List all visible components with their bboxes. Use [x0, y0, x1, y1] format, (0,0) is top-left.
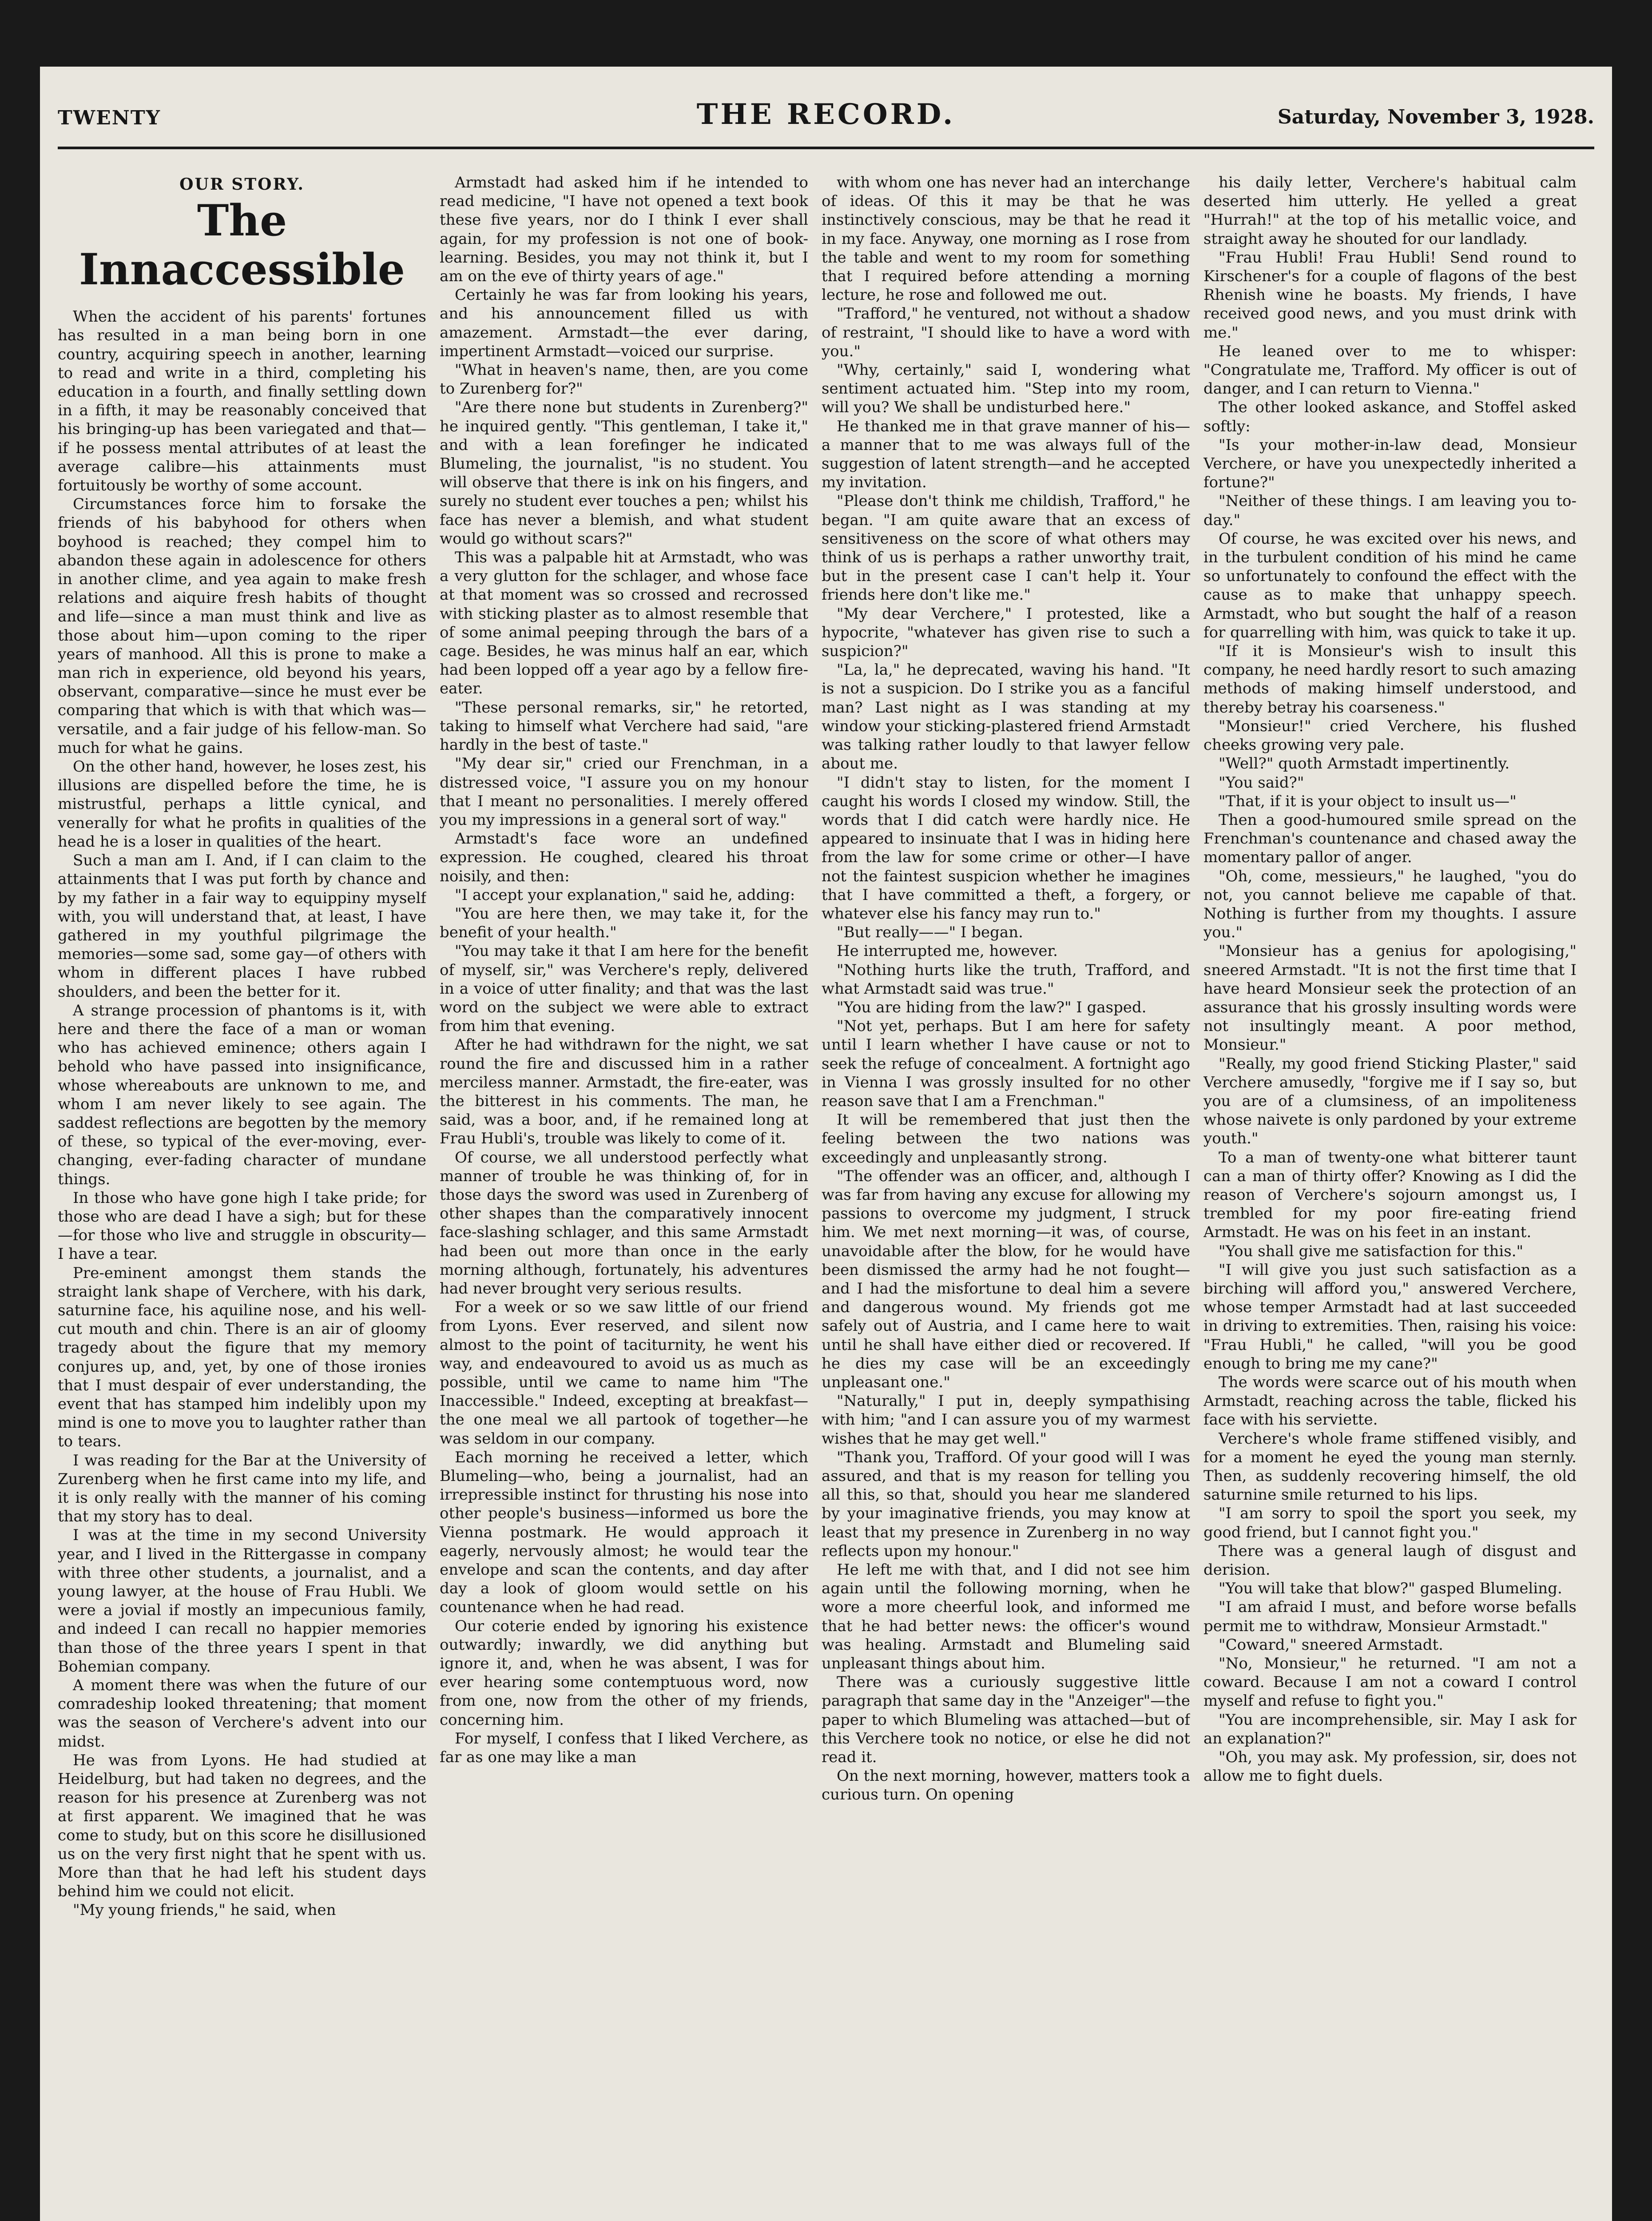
story-paragraph: with whom one has never had an interchange of ideas. Of this it may be that he was instinctively conscious, may be that he read it in my face. Anyway, one morning as I rose from the table and went to my room for something that I required before attending a morning lecture, he rose and followed me out.: [822, 174, 1190, 304]
issue-date: Saturday, November 3, 1928.: [1277, 106, 1594, 128]
newspaper-title: THE RECORD.: [696, 98, 956, 131]
story-paragraph: On the next morning, however, matters took a curious turn. On opening: [822, 1767, 1190, 1804]
story-paragraph: "You will take that blow?" gasped Blumeling.: [1219, 1580, 1562, 1598]
story-paragraph: "Coward," sneered Armstadt.: [1219, 1636, 1443, 1654]
story-paragraph: A moment there was when the future of our comradeship looked threatening; that moment was the season of Verchere's advent into our midst.: [58, 1676, 426, 1751]
story-paragraph: "Monsieur has a genius for apologising," sneered Armstadt. "It is not the first time that I have heard Monsieur seek the protection of an assurance that his grossly insulting words were not insultingly meant. A poor method, Monsieur.": [1203, 942, 1577, 1054]
story-paragraph: I was reading for the Bar at the University of Zurenberg when he first came into my life, and it is only really with the manner of his coming that my story has to deal.: [58, 1451, 426, 1526]
story-paragraph: "Not yet, perhaps. But I am here for safety until I learn whether I have cause or not to seek the refuge of concealment. A fortnight ago in Vienna I was grossly insulted for no other reason save that I am a Frenchman.": [822, 1017, 1190, 1110]
page-header: [58, 98, 1594, 149]
story-paragraph: A strange procession of phantoms is it, with here and there the face of a man or woman who has achieved eminence; others again I behold who have passed into insignificance, whose whereabouts are unknown to me, and whom I am never likely to see again. The saddest reflections are begotten by the memory of these, so typical of the ever-moving, ever-changing, ever-fading character of mundane things.: [58, 1001, 426, 1188]
story-paragraph: "I will give you just such satisfaction as a birching will afford you," answered Verchere, whose temper Armstadt had at last succeeded in driving to extremities. Then, raising his voice: "Frau Hubli," he called, "will you be good enough to bring me my cane?": [1203, 1261, 1577, 1373]
story-paragraph: Each morning he received a letter, which Blumeling—who, being a journalist, had an irrepressible instinct for thrusting his nose into other people's business—informed us bore the Vienna postmark. He would approach it eagerly, nervously almost; he would tear the envelope and scan the contents, and day after day a look of gloom would settle on his countenance when he had read.: [440, 1448, 808, 1616]
newspaper-page: [40, 67, 1612, 2221]
story-paragraph: He leaned over to me to whisper: "Congratulate me, Trafford. My officer is out of danger, and I can return to Vienna.": [1203, 342, 1577, 398]
story-paragraph: There was a general laugh of disgust and derision.: [1203, 1542, 1577, 1579]
story-paragraph: "What in heaven's name, then, are you come to Zurenberg for?": [440, 361, 808, 398]
story-paragraph: Of course, we all understood perfectly what manner of trouble he was thinking of, for in those days the sword was used in Zurenberg of other shapes than the comparatively innocent face-slashing schlager, and this same Armstadt had been out more than once in the early morning although, fortunately, his adventures had never brought very serious results.: [440, 1148, 808, 1298]
story-paragraph: "La, la," he deprecated, waving his hand. "It is not a suspicion. Do I strike you as a fanciful man? Last night as I was standing at my window your sticking-plastered friend Armstadt was talking rather loudly to that lawyer fellow about me.: [822, 661, 1190, 773]
story-paragraph: When the accident of his parents' fortunes has resulted in a man being born in one country, acquiring speech in another, learning to read and write in a third, completing his education in a fourth, and finally settling down in a fifth, it may be reasonably conceived that his bringing-up has been variegated and that—if he possess mental attributes of at least the average calibre—his attainments must fortuitously be worthy of some account.: [58, 308, 426, 495]
story-paragraph: He thanked me in that grave manner of his—a manner that to me was always full of the suggestion of latent strength—and he accepted my invitation.: [822, 417, 1190, 492]
story-paragraph: In those who have gone high I take pride; for those who are dead I have a sigh; but for these—for those who live and struggle in obscurity—I have a tear.: [58, 1189, 426, 1263]
story-paragraph: "Oh, you may ask. My profession, sir, does not allow me to fight duels.: [1203, 1748, 1577, 1785]
story-paragraph: "These personal remarks, sir," he retorted, taking to himself what Verchere had said, "are hardly in the best of taste.": [440, 698, 808, 754]
story-paragraph: For a week or so we saw little of our friend from Lyons. Ever reserved, and silent now almost to the point of taciturnity, he went his way, and endeavoured to avoid us as much as possible, until we came to name him "The Inaccessible." Indeed, excepting at breakfast—the one meal we all partook of together—he was seldom in our company.: [440, 1298, 808, 1448]
story-paragraph: Circumstances force him to forsake the friends of his babyhood for others when boyhood is reached; they compel him to abandon these again in adolescence for others in another clime, and yea again to make fresh relations and aiquire fresh habits of thought and life—since a man must think and live as those about him—upon coming to the riper years of manhood. All this is prone to make a man rich in experience, old beyond his years, observant, comparative—since he must ever be comparing that which is with that which was—versatile, and a fair judge of his fellow-man. So much for what he gains.: [58, 495, 426, 757]
story-paragraph: "The offender was an officer, and, although I was far from having any excuse for allowing my passions to overcome my judgment, I struck him. We met next morning—it was, of course, unavoidable after the blow, for he would have been dismissed the army had he not fought—and I had the misfortune to deal him a severe and dangerous wound. My friends got me safely out of Austria, and I came here to wait until he shall have either died or recovered. If he dies my case will be an exceedingly unpleasant one.": [822, 1167, 1190, 1391]
story-paragraph: To a man of twenty-one what bitterer taunt can a man of thirty offer? Knowing as I did the reason of Verchere's sojourn amongst us, I trembled for my poor fire-eating friend Armstadt. He was on his feet in an instant.: [1203, 1148, 1577, 1242]
story-paragraph: "My dear Verchere," I protested, like a hypocrite, "whatever has given rise to such a suspicion?": [822, 605, 1190, 661]
story-paragraph: For myself, I confess that I liked Verchere, as far as one may like a man: [440, 1729, 808, 1767]
story-paragraph: The other looked askance, and Stoffel asked softly:: [1203, 398, 1577, 435]
story-paragraph: "Why, certainly," said I, wondering what sentiment actuated him. "Step into my room, will you? We shall be undisturbed here.": [822, 361, 1190, 417]
story-paragraph: "Are there none but students in Zurenberg?" he inquired gently. "This gentleman, I take it," and with a lean forefinger he indicated Blumeling, the journalist, "is no student. You will observe that there is ink on his fingers, and surely no student ever touches a pen; whilst his face has never a blemish, and what student would go without scars?": [440, 398, 808, 548]
story-column-4: [1203, 173, 1577, 2208]
story-paragraph: "My dear sir," cried our Frenchman, in a distressed voice, "I assure you on my honour that I meant no personalities. I merely offered you my impressions in a general sort of way.": [440, 755, 808, 829]
story-paragraph: his daily letter, Verchere's habitual calm deserted him utterly. He yelled a great "Hurrah!" at the top of his metallic voice, and straight away he shouted for our landlady.: [1203, 174, 1577, 248]
story-paragraph: "I accept your explanation," said he, adding:: [455, 886, 795, 904]
story-paragraph: "That, if it is your object to insult us—": [1219, 792, 1517, 810]
story-paragraph: "Naturally," I put in, deeply sympathising with him; "and I can assure you of my warmest wishes that he may get well.": [822, 1392, 1190, 1448]
story-paragraph: "My young friends," he said, when: [73, 1901, 336, 1919]
story-paragraph: "You said?": [1219, 773, 1304, 792]
story-paragraph: "Well?" quoth Armstadt impertinently.: [1219, 755, 1510, 773]
story-paragraph: There was a curiously suggestive little paragraph that same day in the "Anzeiger"—the paper to which Blumeling was attached—but of this Verchere took no notice, or else he did not read it.: [822, 1673, 1190, 1767]
story-paragraph: "I am sorry to spoil the sport you seek, my good friend, but I cannot fight you.": [1203, 1505, 1577, 1541]
story-title: The Innaccessible: [79, 195, 405, 295]
story-paragraph: "Frau Hubli! Frau Hubli! Send round to Kirschener's for a couple of flagons of the best Rhenish wine he boasts. My friends, I have received good news, and you must drink with me.": [1203, 248, 1577, 342]
story-paragraph: Our coterie ended by ignoring his existence outwardly; inwardly, we did anything but ignore it, and, when he was absent, I was for ever hearing some contemptuous word, now from one, now from the other of my friends, concerning him.: [440, 1617, 808, 1729]
story-paragraph: "If it is Monsieur's wish to insult this company, he need hardly resort to such amazing methods of making himself understood, and thereby betray his coarseness.": [1203, 642, 1577, 716]
story-column-2: [440, 173, 808, 2208]
story-column-3: [822, 173, 1190, 2208]
story-column-1: [58, 173, 426, 2208]
story-paragraph: This was a palpable hit at Armstadt, who was a very glutton for the schlager, and whose face at that moment was so crossed and recrossed with sticking plaster as to almost resemble that of some animal peeping through the bars of a cage. Besides, he was minus half an ear, which had been lopped off a year ago by a fellow fire-eater.: [440, 549, 808, 698]
story-paragraph: He left me with that, and I did not see him again until the following morning, when he wore a more cheerful look, and informed me that he had better news: the officer's wound was healing. Armstadt and Blumeling said unpleasant things about him.: [822, 1561, 1190, 1673]
story-paragraph: On the other hand, however, he loses zest, his illusions are dispelled before the time, he is mistrustful, perhaps a little cynical, and venerally for what he profits in qualities of the head he is a loser in qualities of the heart.: [58, 758, 426, 851]
story-paragraph: "You shall give me satisfaction for this.": [1219, 1242, 1524, 1260]
story-kicker: OUR STORY.: [179, 175, 305, 194]
story-paragraph: Such a man am I. And, if I can claim to the attainments that I was put forth by chance and by my father in a fair way to equippiny myself with, you will understand that, at least, I have gathered in my youthful pilgrimage the memories—some sad, some gay—of others with whom in different places I have rubbed shoulders, and been the better for it.: [58, 852, 426, 1001]
story-paragraph: He was from Lyons. He had studied at Heidelburg, but had taken no degrees, and the reason for his presence at Zurenberg was not at first apparent. We imagined that he was come to study, but on this score he disillusioned us on the very first night that he spent with us. More than that he had left his student days behind him we could not elicit.: [58, 1751, 426, 1901]
story-paragraph: Armstadt had asked him if he intended to read medicine, "I have not opened a text book these five years, nor do I think I ever shall again, for my profession is not one of book-learning. Besides, you may not think it, but I am on the eve of thirty years of age.": [440, 174, 808, 286]
story-paragraph: "Please don't think me childish, Trafford," he began. "I am quite aware that an excess of sensitiveness on the score of what others may think of us is perhaps a rather unworthy trait, but in the present case I can't help it. Your friends here don't like me.": [822, 492, 1190, 604]
story-paragraph: "You are hiding from the law?" I gasped.: [837, 998, 1147, 1016]
story-paragraph: "Nothing hurts like the truth, Trafford, and what Armstadt said was true.": [822, 961, 1190, 998]
story-paragraph: "No, Monsieur," he returned. "I am not a coward. Because I am not a coward I control myself and refuse to fight you.": [1203, 1655, 1577, 1710]
page-number-label: TWENTY: [58, 107, 161, 129]
story-paragraph: "I didn't stay to listen, for the moment I caught his words I closed my window. Still, the words that I did catch were hardly nice. He appeared to insinuate that I was in hiding here from the law for some crime or other—I have not the faintest suspicion whether he imagines that I have committed a theft, a forgery, or whatever else his fancy may run to.": [822, 773, 1190, 923]
story-paragraph: "You are here then, we may take it, for the benefit of your health.": [440, 904, 808, 942]
story-paragraph: Armstadt's face wore an undefined expression. He coughed, cleared his throat noisily, and then:: [440, 830, 808, 885]
story-paragraph: "Really, my good friend Sticking Plaster," said Verchere amusedly, "forgive me if I say so, but you are of a clumsiness, of an impoliteness whose naivete is only pardoned by your extreme youth.": [1203, 1055, 1577, 1148]
story-paragraph: "Thank you, Trafford. Of your good will I was assured, and that is my reason for telling you all this, so that, should you hear me slandered by your imaginative friends, you may know at least that my presence in Zurenberg in no way reflects upon my honour.": [822, 1448, 1190, 1560]
story-paragraph: After he had withdrawn for the night, we sat round the fire and discussed him in a rather merciless manner. Armstadt, the fire-eater, was the bitterest in his comments. The man, he said, was a boor, and, if he remained long at Frau Hubli's, trouble was likely to come of it.: [440, 1036, 808, 1148]
story-paragraph: "Neither of these things. I am leaving you to-day.": [1203, 492, 1577, 529]
story-paragraph: The words were scarce out of his mouth when Armstadt, reaching across the table, flicked his face with his serviette.: [1203, 1373, 1577, 1429]
story-paragraph: "Is your mother-in-law dead, Monsieur Verchere, or have you unexpectedly inherited a fortune?": [1203, 436, 1577, 492]
story-paragraph: He interrupted me, however.: [837, 942, 1058, 960]
story-paragraph: I was at the time in my second University year, and I lived in the Rittergasse in company with three other students, a journalist, and a young lawyer, at the house of Frau Hubli. We were a jovial if mostly an impecunious family, and indeed I can recall no happier memories than those of the three years I spent in that Bohemian company.: [58, 1526, 426, 1676]
story-paragraph: Verchere's whole frame stiffened visibly, and for a moment he eyed the young man sternly. Then, as suddenly recovering himself, the old saturnine smile returned to his lips.: [1203, 1429, 1577, 1504]
story-paragraph: Then a good-humoured smile spread on the Frenchman's countenance and chased away the momentary pallor of anger.: [1203, 811, 1577, 867]
story-paragraph: Certainly he was far from looking his years, and his announcement filled us with amazement. Armstadt—the ever daring, impertinent Armstadt—voiced our surprise.: [440, 286, 808, 360]
story-paragraph: "But really——" I began.: [837, 923, 1023, 942]
story-paragraph: Of course, he was excited over his news, and in the turbulent condition of his mind he came so unfortunately to confound the effect with the cause as to make that unhappy speech. Armstadt, who but sought the half of a reason for quarrelling with him, was quick to take it up.: [1203, 529, 1577, 641]
story-paragraph: It will be remembered that just then the feeling between the two nations was exceedingly and unpleasantly strong.: [822, 1111, 1190, 1166]
story-paragraph: "I am afraid I must, and before worse befalls permit me to withdraw, Monsieur Armstadt.": [1203, 1598, 1577, 1635]
story-paragraph: "You are incomprehensible, sir. May I ask for an explanation?": [1203, 1711, 1577, 1747]
story-paragraph: "Trafford," he ventured, not without a shadow of restraint, "I should like to have a word with you.": [822, 305, 1190, 360]
story-paragraph: "You may take it that I am here for the benefit of myself, sir," was Verchere's reply, delivered in a voice of utter finality; and that was the last word on the subject we were able to extract from him that evening.: [440, 942, 808, 1035]
story-paragraph: Pre-eminent amongst them stands the straight lank shape of Verchere, with his dark, saturnine face, his aquiline nose, and his well-cut mouth and chin. There is an air of gloomy tragedy about the figure that my memory conjures up, and, yet, by one of those ironies that I must despair of ever understanding, the event that has stamped him indelibly upon my mind is one to move you to laughter rather than to tears.: [58, 1264, 426, 1451]
story-paragraph: "Oh, come, messieurs," he laughed, "you do not, you cannot believe me capable of that. Nothing is further from my thoughts. I assure you.": [1203, 867, 1577, 942]
story-paragraph: "Monsieur!" cried Verchere, his flushed cheeks growing very pale.: [1203, 717, 1577, 754]
